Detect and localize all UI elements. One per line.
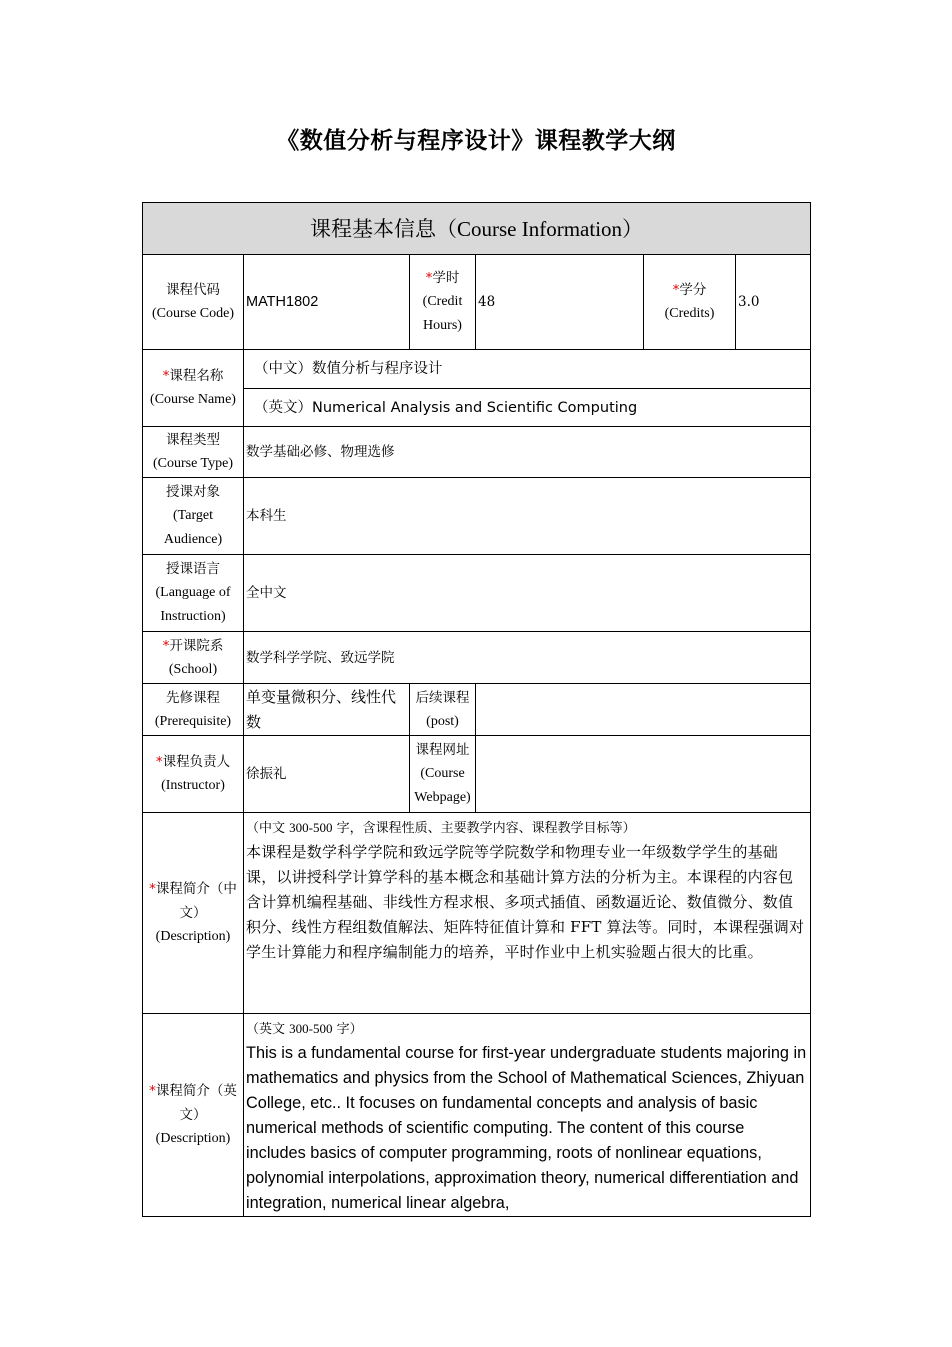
course-type-value: 数学基础必修、物理选修 (244, 427, 811, 478)
target-audience-label: 授课对象 (Target Audience) (143, 478, 244, 555)
description-en-cell (244, 1014, 811, 1217)
language-label: 授课语言 (Language of Instruction) (143, 555, 244, 632)
target-audience-value: 本科生 (244, 478, 811, 555)
description-en-note: （英文 300-500 字） (246, 1021, 363, 1037)
webpage-label: 课程网址 (Course Webpage) (410, 736, 476, 813)
credits-value: 3.0 (736, 255, 811, 350)
school-value: 数学科学学院、致远学院 (244, 632, 811, 684)
course-code-value: MATH1802 (244, 255, 410, 350)
description-zh-cell (244, 813, 811, 1014)
credits-label: *学分 (Credits) (644, 255, 736, 350)
course-name-en: （英文）Numerical Analysis and Scientific Computing (244, 389, 811, 427)
course-name-label: *课程名称 (Course Name) (143, 350, 244, 427)
description-zh-label: *课程简介（中文） (Description) (143, 813, 244, 1014)
header-zh: 课程基本信息 (309, 216, 436, 241)
course-type-label: 课程类型 (Course Type) (143, 427, 244, 478)
instructor-value: 徐振礼 (244, 736, 410, 813)
course-name-zh: （中文）数值分析与程序设计 (244, 350, 811, 389)
prerequisite-label: 先修课程 (Prerequisite) (143, 684, 244, 736)
description-en-body: This is a fundamental course for first-year undergraduate students majoring in mathematics and physics from the School of Mathematical Sciences, Zhiyuan College, etc.. It focuses on fundamental concepts and analysis of basic numerical methods of scientific computing. The content of this course includes basics of computer programming, roots of nonlinear equations, polynomial interpolations, approximation theory, numerical differentiation and integration, numerical linear algebra, (246, 1044, 807, 1212)
description-zh-body: 本课程是数学科学学院和致远学院等学院数学和物理专业一年级数学学生的基础课，以讲授科学计算学科的基本概念和基础计算方法的分析为主。本课程的内容包含计算机编程基础、非线性方程求根、多项式插值、函数逼近论、数值微分、数值积分、线性方程组数值解法、矩阵特征值计算和 FFT 算法等。同时，本课程强调对学生计算能力和程序编制能力的培养，平时作业中上机实验题占很大的比重。 (246, 843, 805, 961)
credit-hours-label: *学时 (Credit Hours) (410, 255, 476, 350)
table-header (143, 203, 811, 255)
description-zh-note: （中文 300-500 字，含课程性质、主要教学内容、课程教学目标等） (246, 820, 636, 836)
course-code-label: 课程代码 (Course Code) (143, 255, 244, 350)
language-value: 全中文 (244, 555, 811, 632)
header-en: （Course Information） (435, 216, 644, 241)
prerequisite-value: 单变量微积分、线性代数 (244, 684, 410, 736)
webpage-value (476, 736, 811, 813)
post-value (476, 684, 811, 736)
instructor-label: *课程负责人 (Instructor) (143, 736, 244, 813)
course-info-table (142, 202, 811, 1217)
post-label: 后续课程 (post) (410, 684, 476, 736)
document-title: 《数值分析与程序设计》课程教学大纲 (276, 128, 676, 154)
school-label: *开课院系 (School) (143, 632, 244, 684)
description-en-label: *课程简介（英文） (Description) (143, 1014, 244, 1217)
credit-hours-value: 48 (476, 255, 644, 350)
